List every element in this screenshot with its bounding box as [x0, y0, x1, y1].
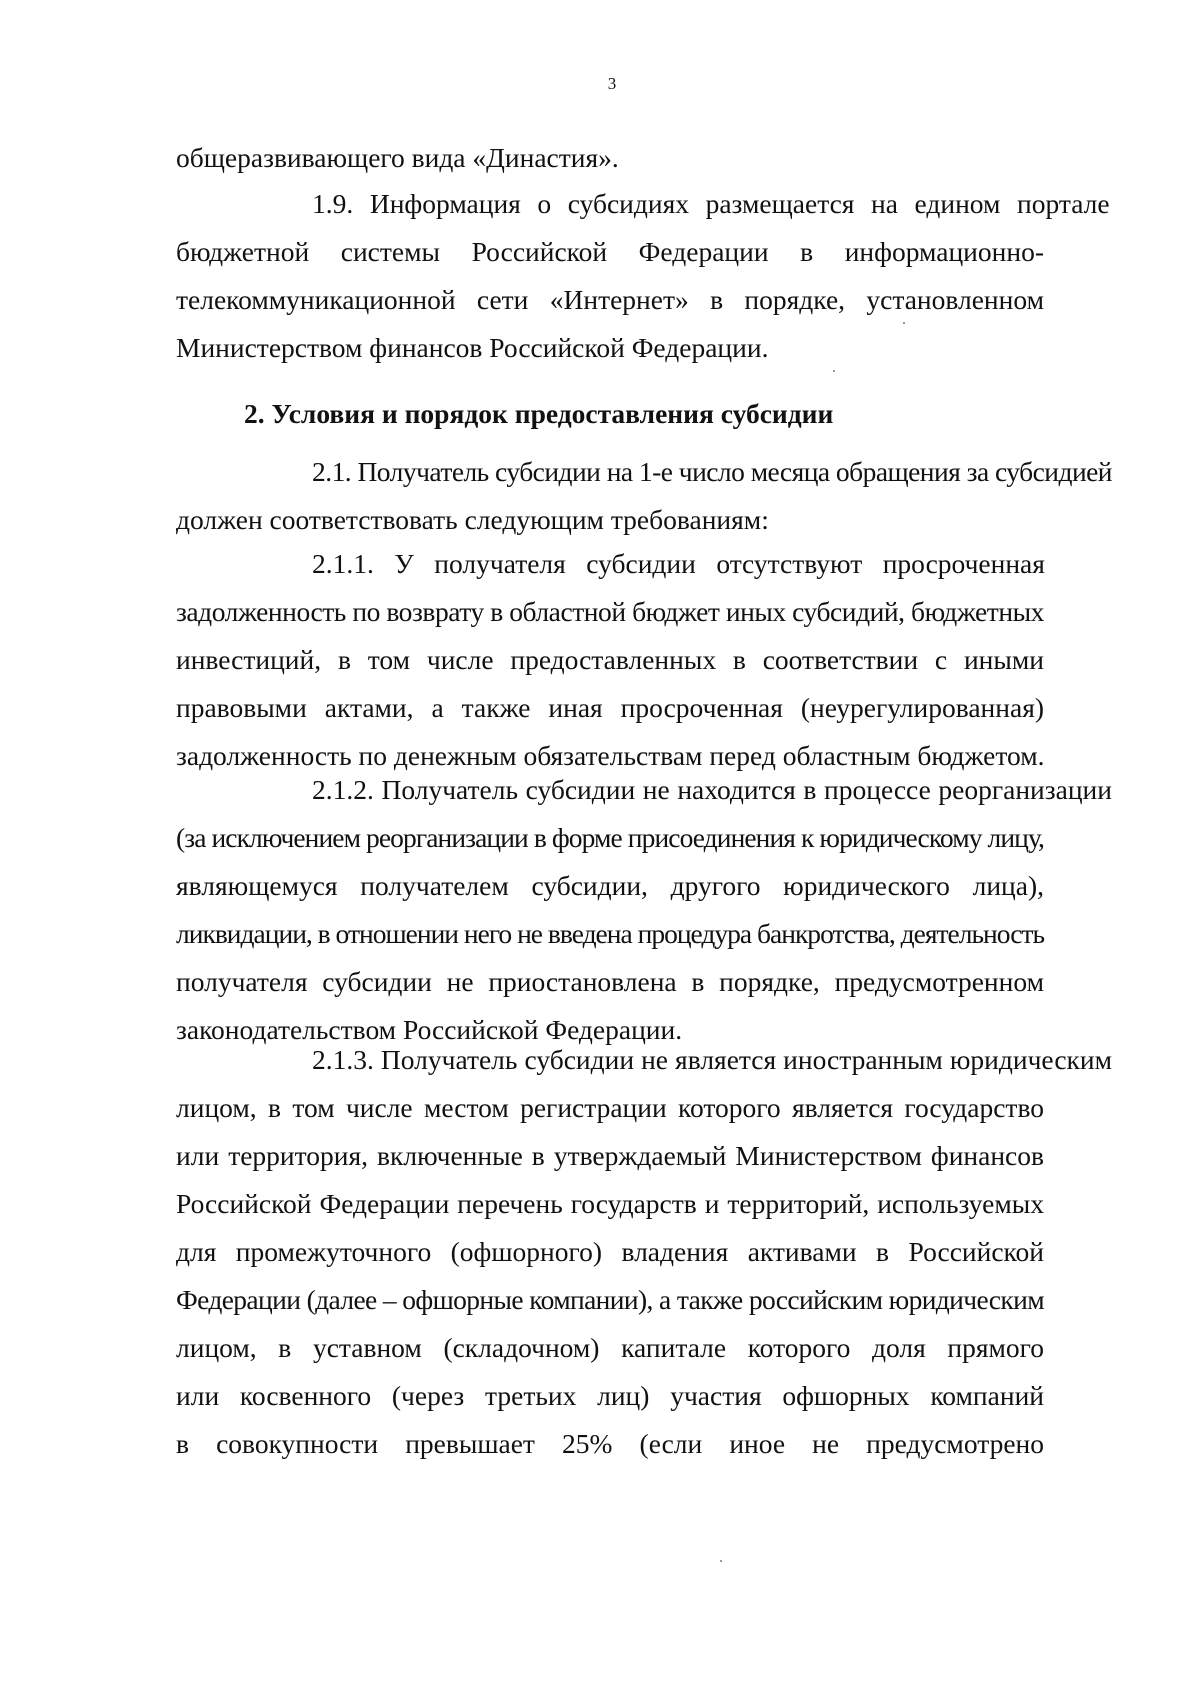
text-line: лицом, в уставном (складочном) капитале которого доля прямого	[176, 1332, 1044, 1363]
text-line: (за исключением реорганизации в форме присоединения к юридическому лицу,	[176, 822, 1044, 853]
paragraph-2-1-2	[176, 766, 1112, 1054]
text-line: бюджетной системы Российской Федерации в информационно-	[176, 236, 1044, 267]
text-line: законодательством Российской Федерации.	[176, 1014, 683, 1045]
text-line: телекоммуникационной сети «Интернет» в порядке, установленном	[176, 284, 1044, 315]
text-line: 1.9. Информация о субсидиях размещается на едином портале	[312, 188, 1110, 219]
text-line: 2.1. Получатель субсидии на 1-е число месяца обращения за субсидией	[312, 456, 1112, 487]
text-line: в совокупности превышает 25% (если иное не предусмотрено	[176, 1428, 1044, 1459]
section-heading: 2. Условия и порядок предоставления субсидии	[244, 398, 834, 429]
text-line: Российской Федерации перечень государств и территорий, используемых	[176, 1188, 1044, 1219]
text-line: 2.1.3. Получатель субсидии не является иностранным юридическим	[312, 1044, 1112, 1075]
text-line: задолженность по возврату в областной бюджет иных субсидий, бюджетных	[176, 596, 1044, 627]
text-line: Министерством финансов Российской Федерации.	[176, 332, 769, 363]
paragraph-1-9	[176, 180, 1110, 372]
text-line: должен соответствовать следующим требованиям:	[176, 504, 769, 535]
paragraph-2-1	[176, 448, 1112, 544]
text-line: инвестиций, в том числе предоставленных в соответствии с иными	[176, 644, 1044, 675]
scan-speck	[833, 370, 835, 372]
scan-speck	[903, 322, 905, 324]
text-line: общеразвивающего вида «Династия».	[176, 142, 619, 173]
text-line: 2.1.2. Получатель субсидии не находится в процессе реорганизации	[312, 774, 1112, 805]
text-line: получателя субсидии не приостановлена в порядке, предусмотренном	[176, 966, 1044, 997]
text-line: являющемуся получателем субсидии, другого юридического лица),	[176, 870, 1044, 901]
text-line: для промежуточного (офшорного) владения активами в Российской	[176, 1236, 1044, 1267]
text-line: правовыми актами, а также иная просроченная (неурегулированная)	[176, 692, 1044, 723]
text-line: ликвидации, в отношении него не введена процедура банкротства, деятельность	[176, 918, 1044, 949]
scan-speck	[720, 1560, 722, 1562]
text-line: или косвенного (через третьих лиц) участия офшорных компаний	[176, 1380, 1044, 1411]
text-line: лицом, в том числе местом регистрации которого является государство	[176, 1092, 1044, 1123]
text-line: Федерации (далее – офшорные компании), а также российским юридическим	[176, 1284, 1044, 1315]
paragraph-2-1-1	[176, 540, 1044, 780]
text-line: или территория, включенные в утверждаемый Министерством финансов	[176, 1140, 1044, 1171]
text-line: 2.1.1. У получателя субсидии отсутствуют просроченная	[312, 548, 1045, 579]
continuation-paragraph	[176, 134, 1044, 182]
paragraph-2-1-3	[176, 1036, 1112, 1468]
text-line: задолженность по денежным обязательствам перед областным бюджетом.	[176, 740, 1045, 771]
page-number: 3	[607, 74, 617, 93]
